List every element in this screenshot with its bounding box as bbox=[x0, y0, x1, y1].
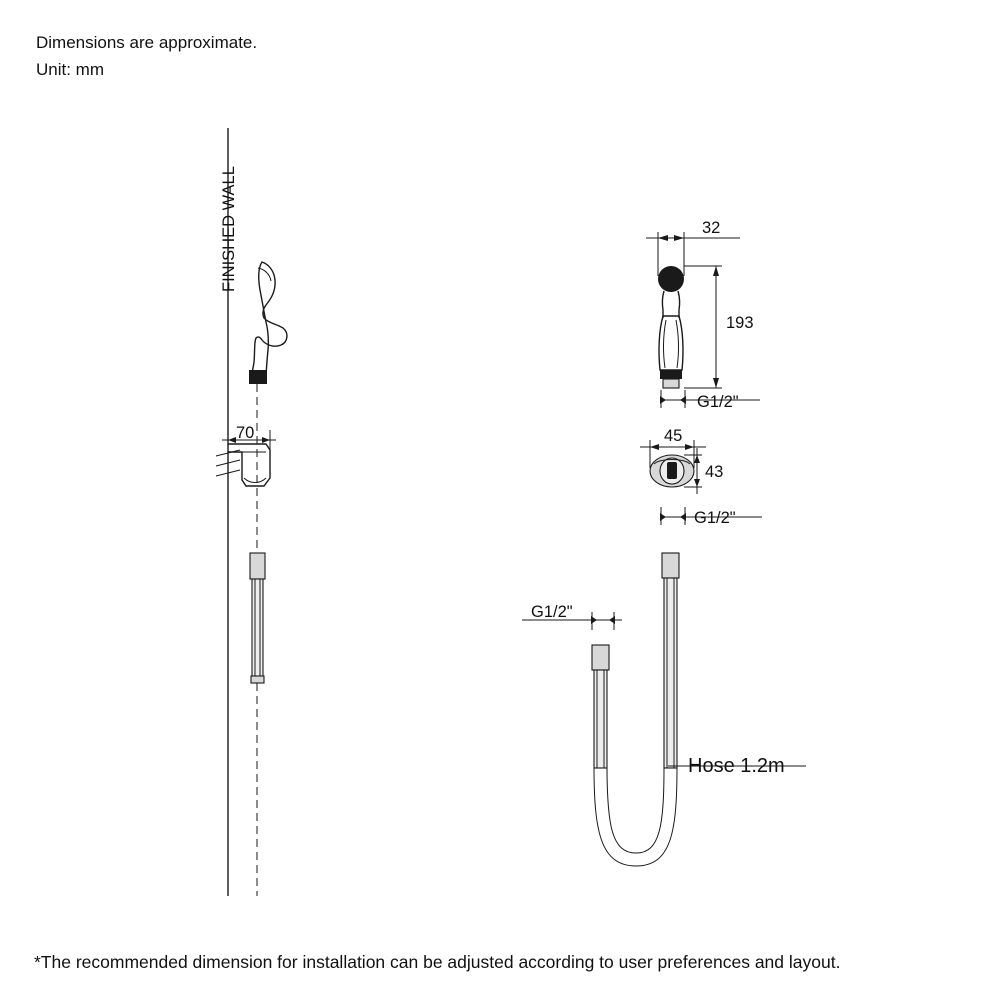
dimension-32-front-view bbox=[646, 232, 740, 276]
front-view-bracket bbox=[650, 455, 694, 487]
front-view-handset bbox=[658, 266, 684, 388]
hose-length-label: Hose 1.2m bbox=[688, 755, 785, 777]
dimension-label-193: 193 bbox=[726, 314, 754, 332]
dimension-label-g12-handset: G1/2" bbox=[697, 393, 739, 411]
note-footer-disclaimer: *The recommended dimension for installation can be adjusted according to user preferences and layout. bbox=[34, 952, 841, 972]
front-view-hose-right-leg bbox=[662, 553, 679, 768]
dimension-label-32: 32 bbox=[702, 219, 721, 237]
dimension-label-g12-hose-end: G1/2" bbox=[531, 603, 573, 621]
dimension-193-front-view bbox=[684, 266, 722, 388]
dimension-label-43: 43 bbox=[705, 463, 724, 481]
dimension-label-45: 45 bbox=[664, 427, 683, 445]
front-view-hose-loop bbox=[594, 766, 677, 866]
dimension-label-g12-outlet: G1/2" bbox=[694, 509, 736, 527]
note-unit: Unit: mm bbox=[36, 60, 104, 79]
side-view-wall-bracket bbox=[228, 444, 270, 486]
side-view-handset bbox=[249, 262, 287, 384]
note-dimensions-approximate: Dimensions are approximate. bbox=[36, 33, 258, 52]
finished-wall-label: FINISHED WALL bbox=[220, 166, 238, 292]
dimension-label-70: 70 bbox=[236, 424, 255, 442]
front-view-hose-left-leg bbox=[592, 645, 609, 768]
side-view-hose-connector bbox=[250, 553, 265, 683]
